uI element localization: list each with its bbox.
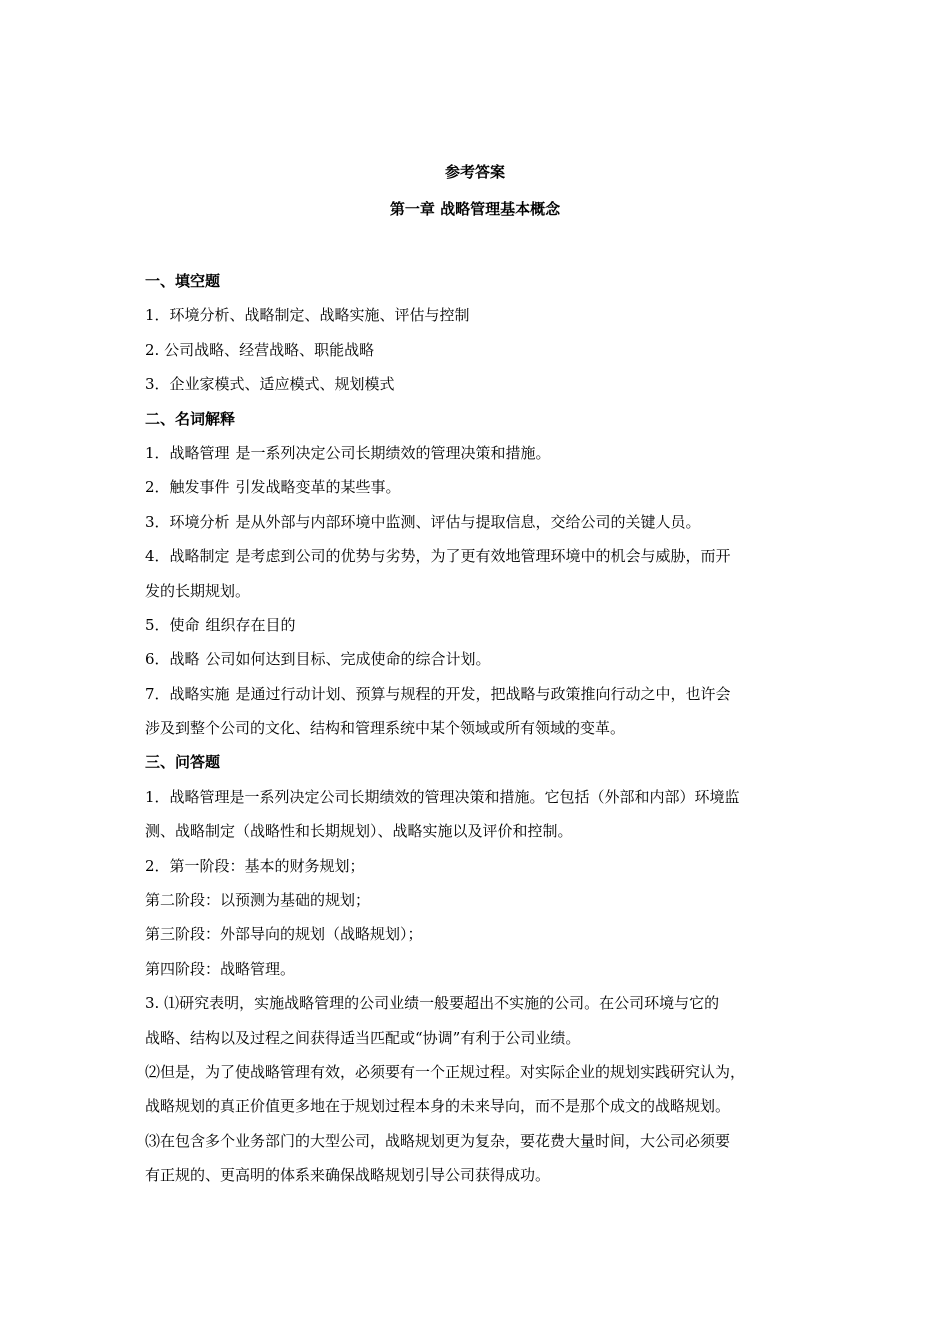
qa-answer-line: 有正规的、更高明的体系来确保战略规划引导公司获得成功。: [145, 1166, 551, 1185]
qa-answer-line: 测、战略制定（战略性和长期规划）、战略实施以及评价和控制。: [145, 822, 573, 841]
document-title: 参考答案: [444, 163, 505, 181]
term: 2．触发事件: [145, 478, 230, 497]
qa-answer-line: ⑵但是，为了使战略管理有效，必须要有一个正规过程。对实际企业的规划实践研究认为，: [145, 1062, 746, 1081]
term-definition-continued: 发的长期规划。: [145, 581, 251, 600]
term-definition: 是考虑到公司的优势与劣势，为了更有效地管理环境中的机会与威胁，而开: [235, 547, 731, 566]
qa-answer-line: ⑶在包含多个业务部门的大型公司，战略规划更为复杂，要花费大量时间，大公司必须要: [145, 1131, 731, 1150]
term-definition: 是从外部与内部环境中监测、评估与提取信息，交给公司的关键人员。: [235, 512, 701, 531]
term-entry: [145, 677, 825, 711]
term-definition-continued: 涉及到整个公司的文化、结构和管理系统中某个领域或所有领域的变革。: [145, 719, 626, 738]
term: 7．战略实施: [145, 684, 230, 703]
section-heading-qa: 三、问答题: [145, 753, 221, 772]
term: 3．环境分析: [145, 512, 230, 531]
qa-answer-line: 战略、结构以及过程之间获得适当匹配或“协调”有利于公司业绩。: [145, 1028, 581, 1047]
qa-answer-line: 第三阶段：外部导向的规划（战略规划）；: [145, 925, 423, 944]
document-body: [145, 264, 825, 1193]
section-heading-terms: 二、名词解释: [145, 409, 236, 428]
chapter-title: 第一章 战略管理基本概念: [389, 200, 561, 218]
term-entry: [145, 470, 825, 504]
term-definition: 组织存在目的: [205, 615, 296, 634]
term-entry: [145, 539, 825, 573]
qa-answer-line: 第四阶段：战略管理。: [145, 959, 296, 978]
fill-answer: 1．环境分析、战略制定、战略实施、评估与控制: [145, 306, 470, 325]
section-heading-fill: 一、填空题: [145, 272, 221, 290]
fill-answer: 3．企业家模式、适应模式、规划模式: [145, 375, 395, 394]
term: 4．战略制定: [145, 547, 230, 566]
term-entry: [145, 436, 825, 470]
qa-answer-line: 2．第一阶段：基本的财务规划；: [145, 856, 365, 875]
term: 5．使命: [145, 615, 200, 634]
fill-answer: 2. 公司战略、经营战略、职能战略: [145, 340, 375, 359]
qa-answer-line: 3. ⑴研究表明，实施战略管理的公司业绩一般要超出不实施的公司。在公司环境与它的: [145, 994, 720, 1013]
term-definition: 是一系列决定公司长期绩效的管理决策和措施。: [235, 443, 551, 462]
term-definition: 公司如何达到目标、完成使命的综合计划。: [205, 650, 491, 669]
term-entry: [145, 608, 825, 642]
qa-answer-line: 第二阶段：以预测为基础的规划；: [145, 891, 371, 910]
term-definition: 是通过行动计划、预算与规程的开发，把战略与政策推向行动之中，也许会: [235, 684, 731, 703]
term: 6．战略: [145, 650, 200, 669]
qa-answer-line: 1．战略管理是一系列决定公司长期绩效的管理决策和措施。它包括（外部和内部）环境监: [145, 787, 740, 806]
qa-answer-line: 战略规划的真正价值更多地在于规划过程本身的未来导向，而不是那个成文的战略规划。: [145, 1097, 731, 1116]
term-entry: [145, 505, 825, 539]
term-definition: 引发战略变革的某些事。: [235, 478, 401, 497]
term-entry: [145, 642, 825, 676]
term: 1．战略管理: [145, 443, 230, 462]
